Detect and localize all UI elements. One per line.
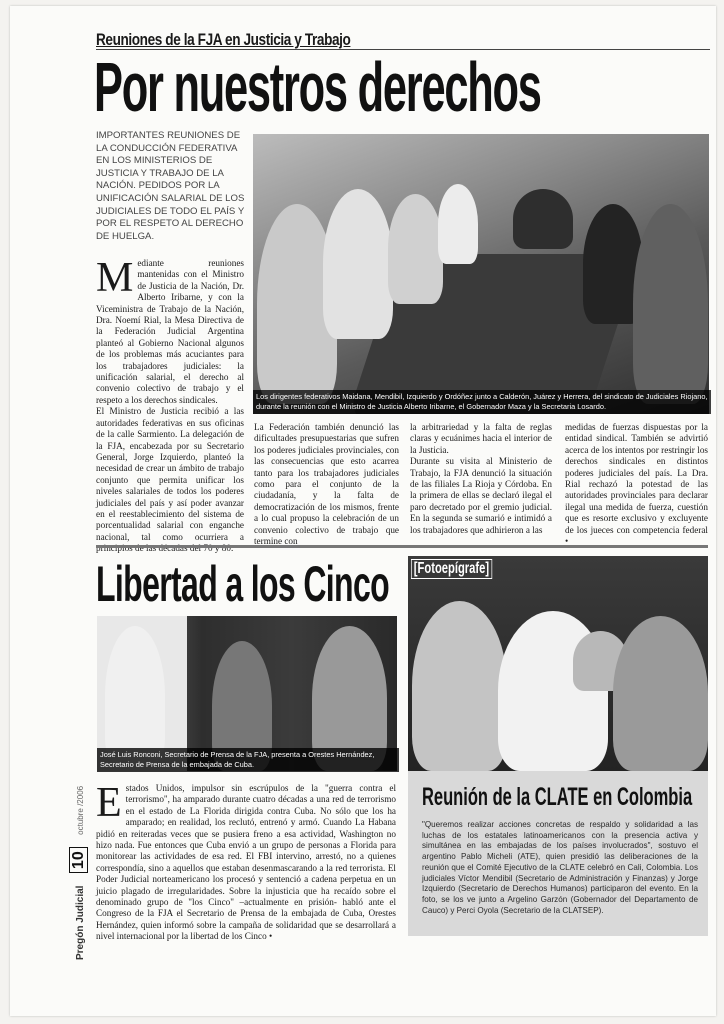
fotoepigrafe-label: [Fotoepígrafe]	[411, 559, 492, 579]
person-figure	[323, 189, 393, 339]
article1-col3-p2: Durante su visita al Ministerio de Trabajo, la FJA denunció la situación de las filiales La Rioja y Córdoba. En la primera de ellas se declaró ilegal el paro decretado por el gremio judicial. En la segunda se sumarió e intimidó a los trabajadores que adhirieron a las	[410, 456, 552, 535]
article2-body	[96, 780, 396, 943]
article1-col1-lead: ediante reuniones mantenidas con el Ministro de Justicia de la Nación, Dr. Alberto Iribarne, y con la Viceministra de Trabajo de la Nación, Dra. Noemí Rial, la Mesa Directiva de la Federación Judicial Argentina planteó al Gobierno Nacional algunos de los problemas más acuciantes para los trabajadores judiciales: la unificación salarial, el derecho al convenio colectivo de trabajo y el respeto a los derechos sindicales.	[96, 258, 244, 405]
publication-name: Pregón Judicial	[75, 885, 86, 960]
article1-col1	[96, 255, 244, 555]
page-number: 10	[69, 847, 88, 873]
issue-date: octubre /2006	[76, 785, 85, 835]
section-divider	[96, 545, 708, 548]
article1-col3	[410, 422, 552, 536]
article1-col3-p1: la arbitrariedad y la falta de reglas claras y ecuánimes hacia el interior de la Justicia.	[410, 422, 552, 455]
article1-col2: La Federación también denunció las dificultades presupuestarias que sufren los poderes judiciales provinciales, con las consecuencias que esto acarrea tanto para los trabajadores judiciales como para el conjunto de la ciudadanía, y la falta de democratización de los mismos, frente a lo cual propuso la celebración de un convenio colectivo de trabajo que termine con	[254, 422, 399, 547]
dropcap: E	[96, 780, 122, 826]
headline-cinco: Libertad a los Cinco	[96, 556, 390, 612]
person-figure	[438, 184, 478, 264]
person-figure	[633, 204, 708, 404]
article1-col1-p2: El Ministro de Justicia recibió a las autoridades federativas en sus oficinas de la calle Sarmiento. La delegación de la FJA, encabezada por su Secretario General, Jorge Izquierdo, planteó la necesidad de crear un ámbito de trabajo conjunto que permita unificar los niveles salariales de todos los poderes judiciales del país y así poder avanzar en el reestablecimiento del sistema de porcentualidad salarial con enganche nacional, tal como ocurriera a principios de las décadas del 70 y 80.	[96, 406, 244, 554]
deck: IMPORTANTES REUNIONES DE LA CONDUCCIÓN FEDERATIVA EN LOS MINISTERIOS DE JUSTICIA Y TRABAJO DE LA NACIÓN. PEDIDOS POR LA UNIFICACIÓN SALARIAL DE LOS JUDICIALES DE TODO EL PAÍS Y POR EL RESPETO AL DERECHO DE HUELGA.	[96, 130, 245, 242]
person-figure	[412, 601, 507, 771]
kicker: Reuniones de la FJA en Justicia y Trabajo	[96, 30, 351, 49]
page-footer-sidebar	[70, 786, 88, 960]
clate-body: "Queremos realizar acciones concretas de respaldo y solidaridad a las luchas de los estatales latinoamericanos con la presencia activa y simultánea en las embajadas de los países involucrados", sostuvo el argentino Pablo Micheli (ATE), quien presidió las deliberaciones de la reunión que el Comité Ejecutivo de la CLATE celebró en Cali, Colombia. Los judiciales Víctor Mendibil (Secretario de Administración y Finanzas) y Jorge Izquierdo (Secretario de Derechos Humanos) participaron del evento. En la foto, se los ve junto a Argelino Garzón (Gobernador del Departamento de Cauco) y Perci Oyola (Secretario de la CLATSEP).	[422, 820, 698, 915]
article1-col4: medidas de fuerzas dispuestas por la entidad sindical. También se advirtió acerca de los intentos por restringir los derechos sindicales en distintos poderes judiciales del país. La Dra. Rial rechazó la potestad de las autoridades provinciales para declarar ilegal una medida de fuerza, cuestión que es resorte exclusivo y excluyente de los jueces con competencia federal •	[565, 422, 708, 547]
cinco-photo-caption: José Luis Ronconi, Secretario de Prensa de la FJA, presenta a Orestes Hernández, Secretario de Prensa de la embajada de Cuba.	[97, 748, 399, 772]
clate-photo	[408, 556, 708, 771]
person-figure	[613, 616, 708, 771]
main-photo	[253, 134, 709, 414]
person-figure	[388, 194, 443, 304]
clate-title: Reunión de la CLATE en Colombia	[422, 783, 693, 811]
dropcap: M	[96, 255, 134, 301]
article2-text: stados Unidos, impulsor sin escrúpulos de la "guerra contra el terrorismo", ha amparado durante cuatro décadas a una red de terrorismo en el estado de La Florida dirigida contra Cuba. No sólo que los ha amparado; en realidad, los reclutó, entrenó y armó. Cuando La Habana pidió en reiteradas veces que se pusiera freno a esa actividad, Washington no hizo nada. Fue entonces que Cuba envió a un grupo de personas a Florida para monitorear las actividades de esa red. El FBI intervino, arrestó, no a quienes correspondía, sino a aquellos que estaban desenmascarando a la red terrorista. El Poder Judicial norteamericano los procesó y sentenció a cadena perpetua en un juicio plagado de irregularidades. Sobre la injusticia que ha recaído sobre el denominado grupo de "los Cinco" –actualmente en prisión- habló ante el Congreso de la FJA el Secretario de Prensa de la embajada de Cuba, Orestes Hernández, quien informó sobre la campaña de solidaridad que se desarrollará a nivel internacional por la libertad de los Cinco •	[96, 783, 396, 942]
main-photo-caption: Los dirigentes federativos Maidana, Mendibil, Izquierdo y Ordóñez junto a Calderón, Juárez y Herrera, del sindicato de Judiciales Riojano, durante la reunión con el Ministro de Justicia Alberto Iribarne, el Gobernador Maza y la Secretaria Losardo.	[253, 390, 711, 414]
person-figure	[105, 626, 165, 766]
person-figure	[513, 189, 573, 249]
headline: Por nuestros derechos	[94, 48, 541, 126]
